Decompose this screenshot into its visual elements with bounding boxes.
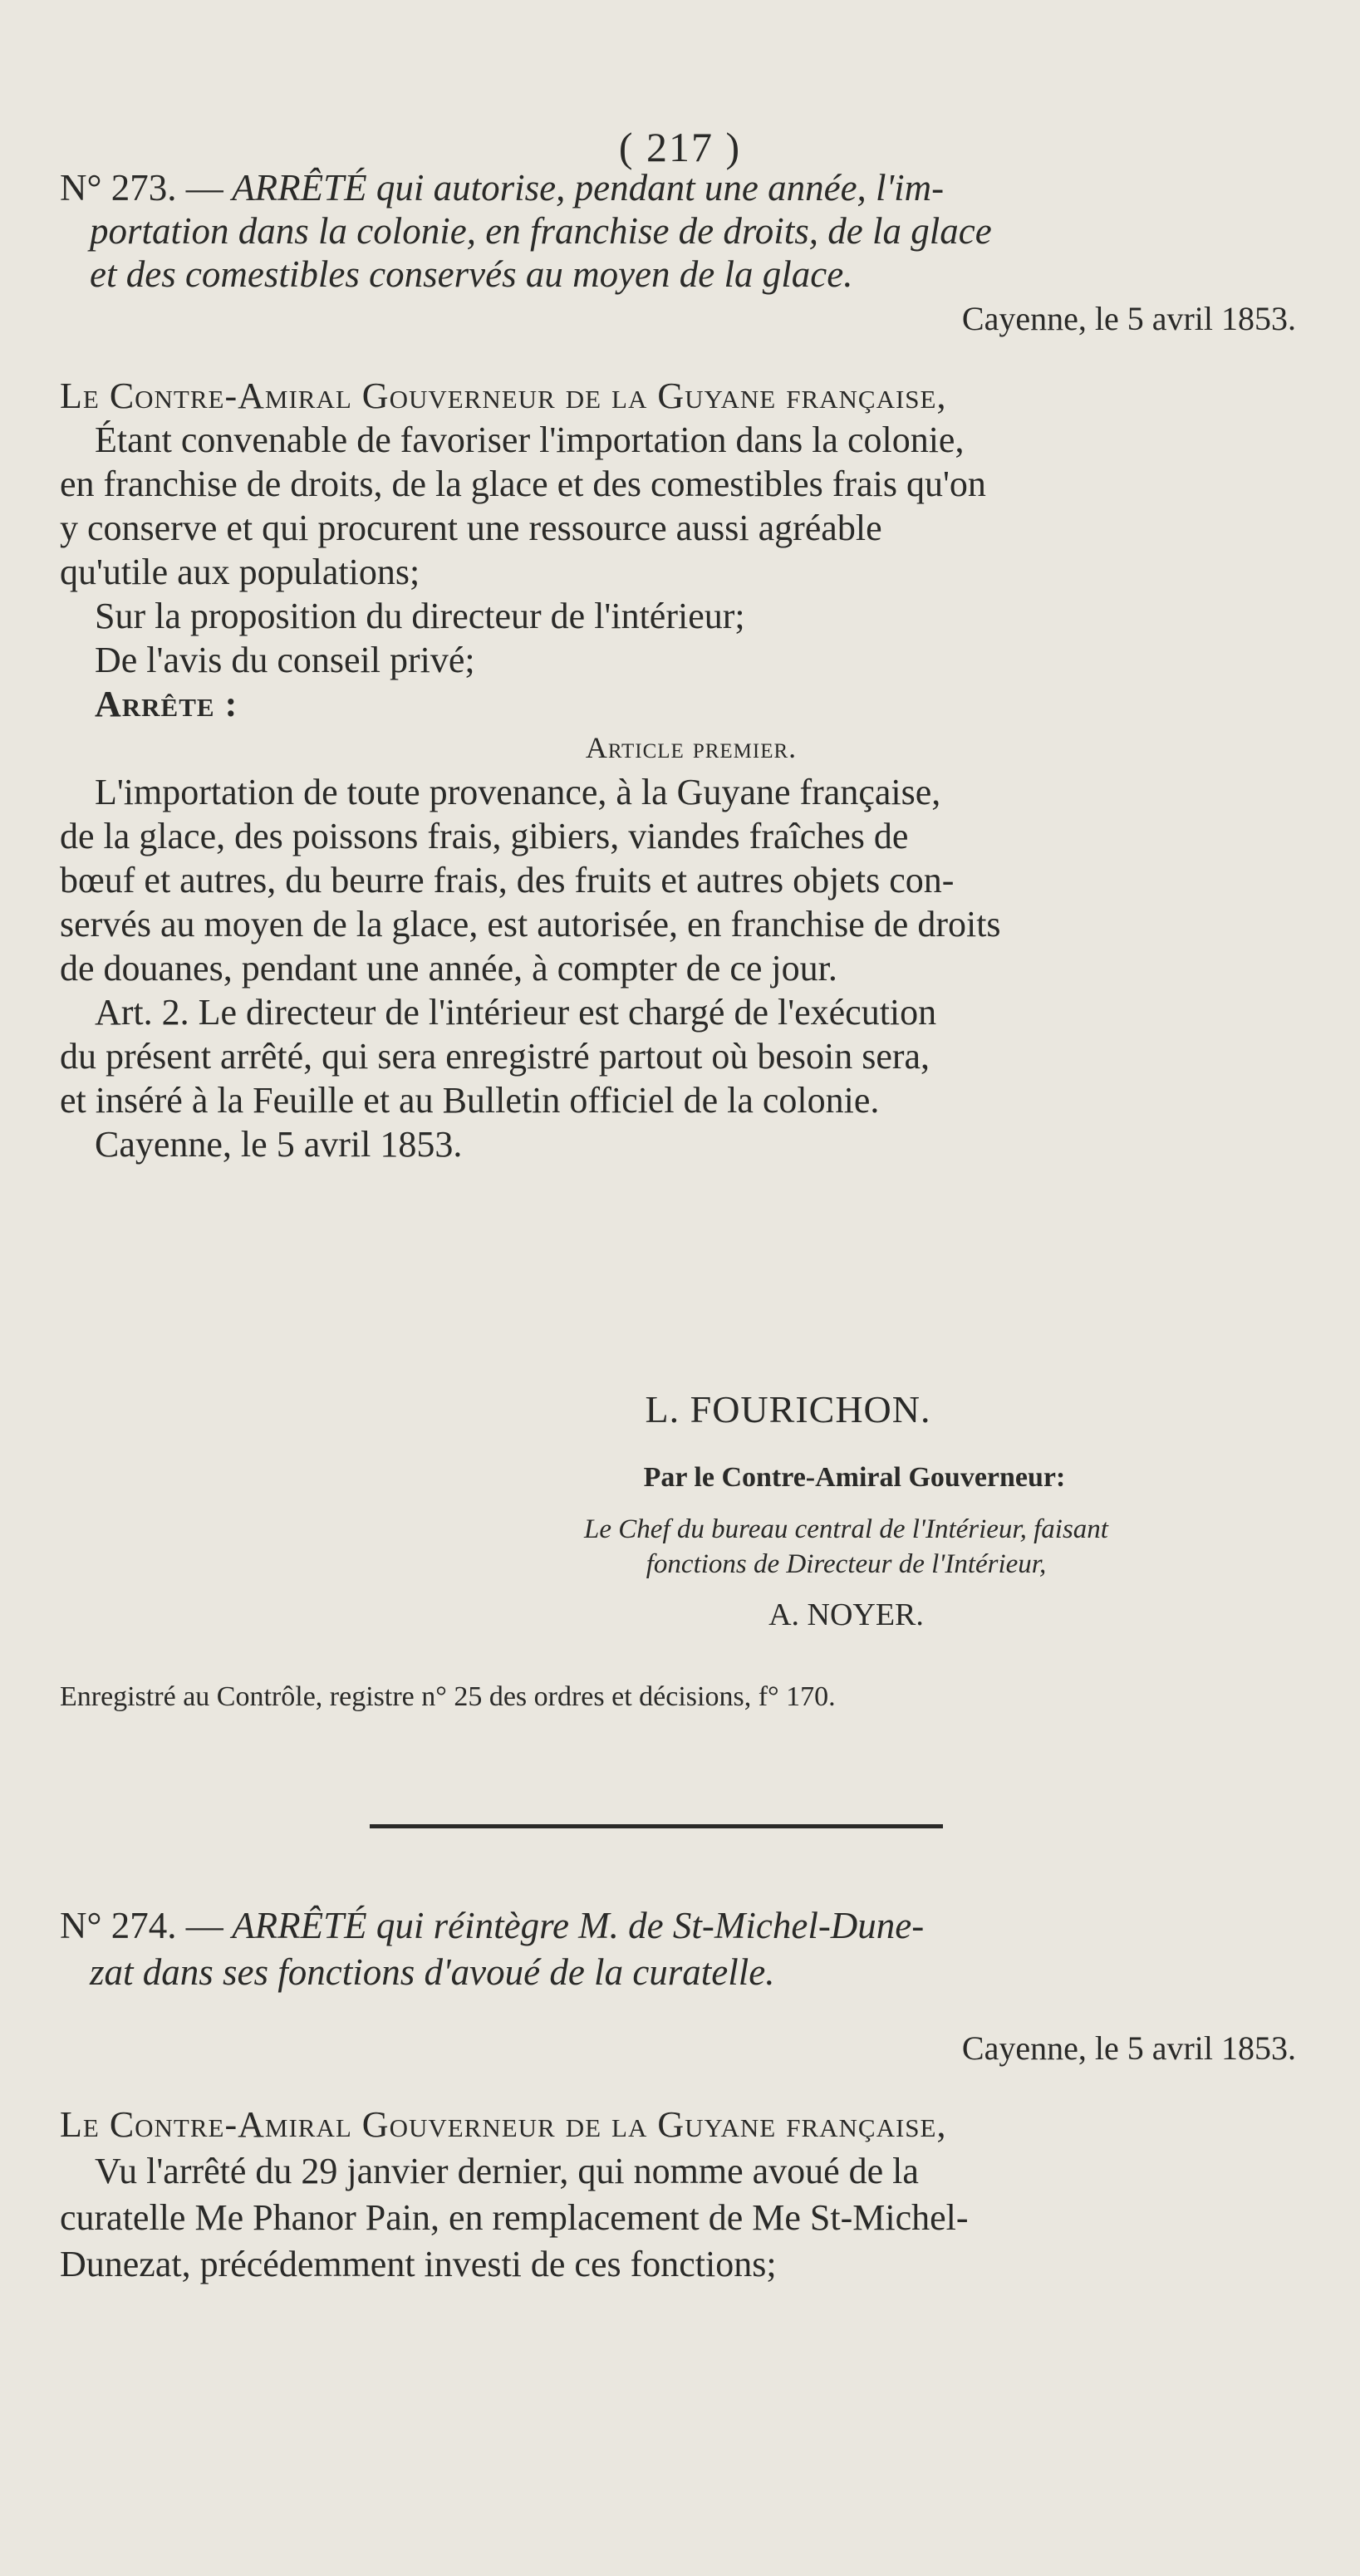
preamble-title: Le Contre-Amiral Gouverneur de la Guyane française, [60, 2104, 947, 2145]
consideration-line: curatelle Me Phanor Pain, en remplacement de Me St-Michel- [60, 2197, 969, 2238]
closing-date: Cayenne, le 5 avril 1853. [95, 1124, 463, 1165]
decree-273-title-line: et des comestibles conservés au moyen de la glace. [90, 253, 853, 295]
decree-274-preamble [60, 2102, 1323, 2288]
consideration-line: Dunezat, précédemment investi de ces fonctions; [60, 2244, 777, 2284]
advice-line: De l'avis du conseil privé; [95, 640, 475, 680]
consideration-line: Étant convenable de favoriser l'importation dans la colonie, [95, 420, 965, 460]
consideration-line: y conserve et qui procurent une ressource aussi agréable [60, 508, 882, 548]
article-2-line: et inséré à la Feuille et au Bulletin officiel de la colonie. [60, 1080, 880, 1121]
decree-274-title-line: zat dans ses fonctions d'avoué de la curatelle. [90, 1951, 775, 1993]
decree-273-number: N° 273. [60, 167, 177, 209]
consideration-line: Vu l'arrêté du 29 janvier dernier, qui nomme avoué de la [95, 2151, 919, 2191]
chief-title [0, 1512, 1360, 1582]
article-1-line: bœuf et autres, du beurre frais, des fruits et autres objets con- [60, 860, 955, 900]
article-1-heading: Article premier. [585, 731, 798, 764]
chief-line: fonctions de Directeur de l'Intérieur, [646, 1549, 1047, 1579]
article-1-line: servés au moyen de la glace, est autorisée, en franchise de droits [60, 904, 1001, 945]
page-number: ( 217 ) [618, 124, 742, 170]
decree-274-heading: N° 274. — ARRÊTÉ qui réintègre M. de St-Michel-Dune- zat dans ses fonctions d'avoué de la curatelle. [60, 1902, 1323, 1995]
decree-274-number: N° 274. [60, 1905, 177, 1946]
decree-273-heading: N° 273. — ARRÊTÉ qui autorise, pendant une année, l'im- portation dans la colonie, en franchise de droits, de la glace et des comestibles conservés au moyen de la glace. [60, 166, 1323, 296]
proposal-line: Sur la proposition du directeur de l'intérieur; [95, 596, 745, 636]
preamble-title: Le Contre-Amiral Gouverneur de la Guyane française, [60, 375, 947, 416]
consideration-line: qu'utile aux populations; [60, 552, 420, 592]
by-line: Par le Contre-Amiral Gouverneur: [643, 1462, 1066, 1493]
article-1-line: L'importation de toute provenance, à la Guyane française, [95, 772, 941, 812]
decree-273-preamble [60, 374, 1323, 1166]
article-1-line: de douanes, pendant une année, à compter de ce jour. [60, 948, 837, 989]
decree-273-place-date: Cayenne, le 5 avril 1853. [961, 300, 1296, 337]
article-1-line: de la glace, des poissons frais, gibiers, viandes fraîches de [60, 816, 909, 856]
article-2-line: du présent arrêté, qui sera enregistré partout où besoin sera, [60, 1036, 930, 1077]
section-divider [370, 1824, 943, 1828]
article-2-line: Art. 2. Le directeur de l'intérieur est chargé de l'exécution [95, 992, 937, 1033]
decree-273-title-line: ARRÊTÉ qui autorise, pendant une année, l'im- [232, 167, 945, 209]
registration-note: Enregistré au Contrôle, registre n° 25 des ordres et décisions, f° 170. [60, 1681, 836, 1712]
decree-274-title-line: ARRÊTÉ qui réintègre M. de St-Michel-Dune- [232, 1905, 925, 1946]
consideration-line: en franchise de droits, de la glace et des comestibles frais qu'on [60, 464, 986, 504]
decree-273-title-line: portation dans la colonie, en franchise de droits, de la glace [90, 210, 992, 252]
chief-line: Le Chef du bureau central de l'Intérieur, faisant [584, 1514, 1108, 1544]
decree-274-place-date: Cayenne, le 5 avril 1853. [961, 2029, 1296, 2067]
countersign: A. NOYER. [768, 1597, 924, 1632]
decrees-label: Arrête : [95, 684, 238, 724]
signature: L. FOURICHON. [645, 1388, 931, 1430]
